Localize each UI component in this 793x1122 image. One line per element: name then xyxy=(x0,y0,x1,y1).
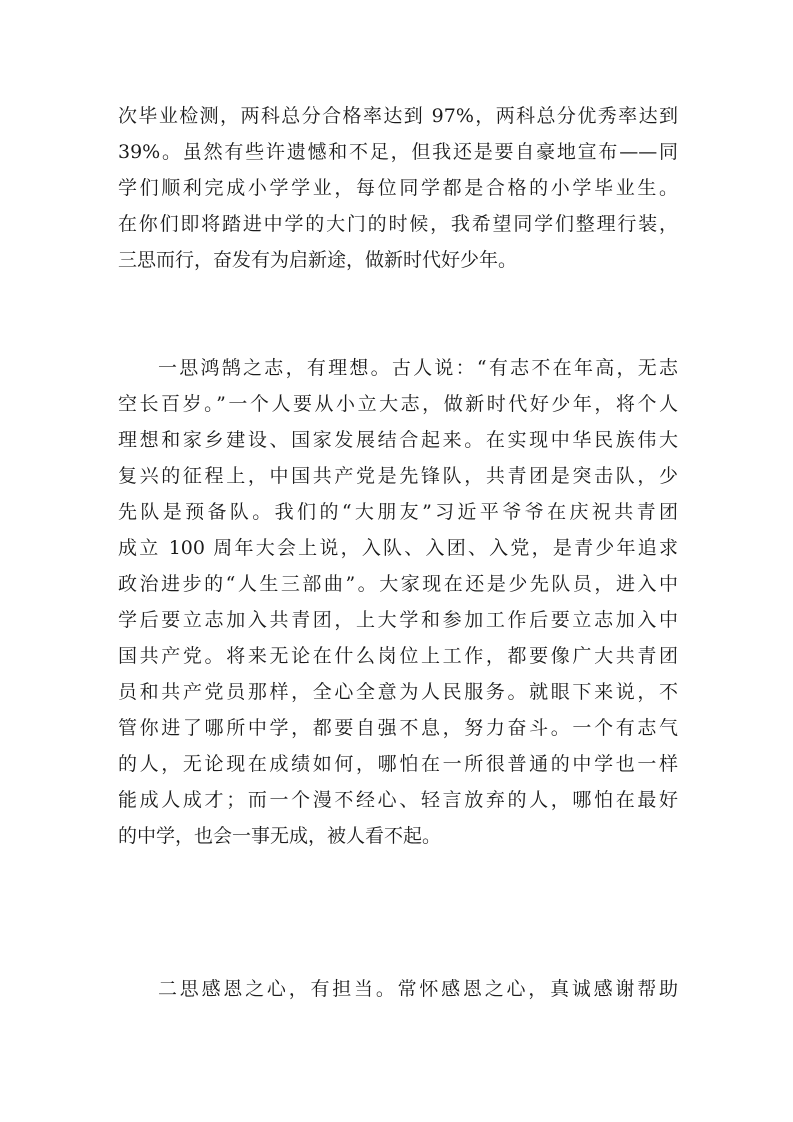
text-line: 在你们即将踏进中学的大门的时候，我希望同学们整理行装， xyxy=(118,213,678,235)
text-line: 学们顺利完成小学学业，每位同学都是合格的小学毕业生。 xyxy=(118,177,678,199)
paragraph-second-thought xyxy=(118,971,678,1007)
text-line: 空长百岁。”一个人要从小立大志，做新时代好少年，将个人 xyxy=(118,393,678,415)
text-line: 能成人成才；而一个漫不经心、轻言放弃的人，哪怕在最好 xyxy=(118,789,678,811)
text-line: 政治进步的“人生三部曲”。大家现在还是少先队员，进入中 xyxy=(118,573,678,595)
text-line: 的人，无论现在成绩如何，哪怕在一所很普通的中学也一样 xyxy=(118,753,678,775)
paragraph-first-thought xyxy=(118,350,678,854)
text-line: 学后要立志加入共青团，上大学和参加工作后要立志加入中 xyxy=(118,609,678,631)
text-line: 二思感恩之心，有担当。常怀感恩之心，真诚感谢帮助 xyxy=(158,978,678,1000)
text-line: 一思鸿鹄之志，有理想。古人说：“有志不在年高，无志 xyxy=(158,357,678,379)
text-line: 三思而行，奋发有为启新途，做新时代好少年。 xyxy=(118,249,518,271)
text-line: 管你进了哪所中学，都要自强不息，努力奋斗。一个有志气 xyxy=(118,717,678,739)
text-line: 员和共产党员那样，全心全意为人民服务。就眼下来说，不 xyxy=(118,681,678,703)
text-line: 成立 100 周年大会上说，入队、入团、入党，是青少年追求 xyxy=(118,537,678,559)
text-line: 国共产党。将来无论在什么岗位上工作，都要像广大共青团 xyxy=(118,645,678,667)
paragraph-exam-results xyxy=(118,98,678,278)
text-line: 复兴的征程上，中国共产党是先锋队，共青团是突击队，少 xyxy=(118,465,678,487)
text-line: 39%。虽然有些许遗憾和不足，但我还是要自豪地宣布——同 xyxy=(118,141,678,163)
text-line: 次毕业检测，两科总分合格率达到 97%，两科总分优秀率达到 xyxy=(118,105,678,127)
text-line: 的中学，也会一事无成，被人看不起。 xyxy=(118,825,442,847)
text-line: 先队是预备队。我们的“大朋友”习近平爷爷在庆祝共青团 xyxy=(118,501,678,523)
text-line: 理想和家乡建设、国家发展结合起来。在实现中华民族伟大 xyxy=(118,429,678,451)
